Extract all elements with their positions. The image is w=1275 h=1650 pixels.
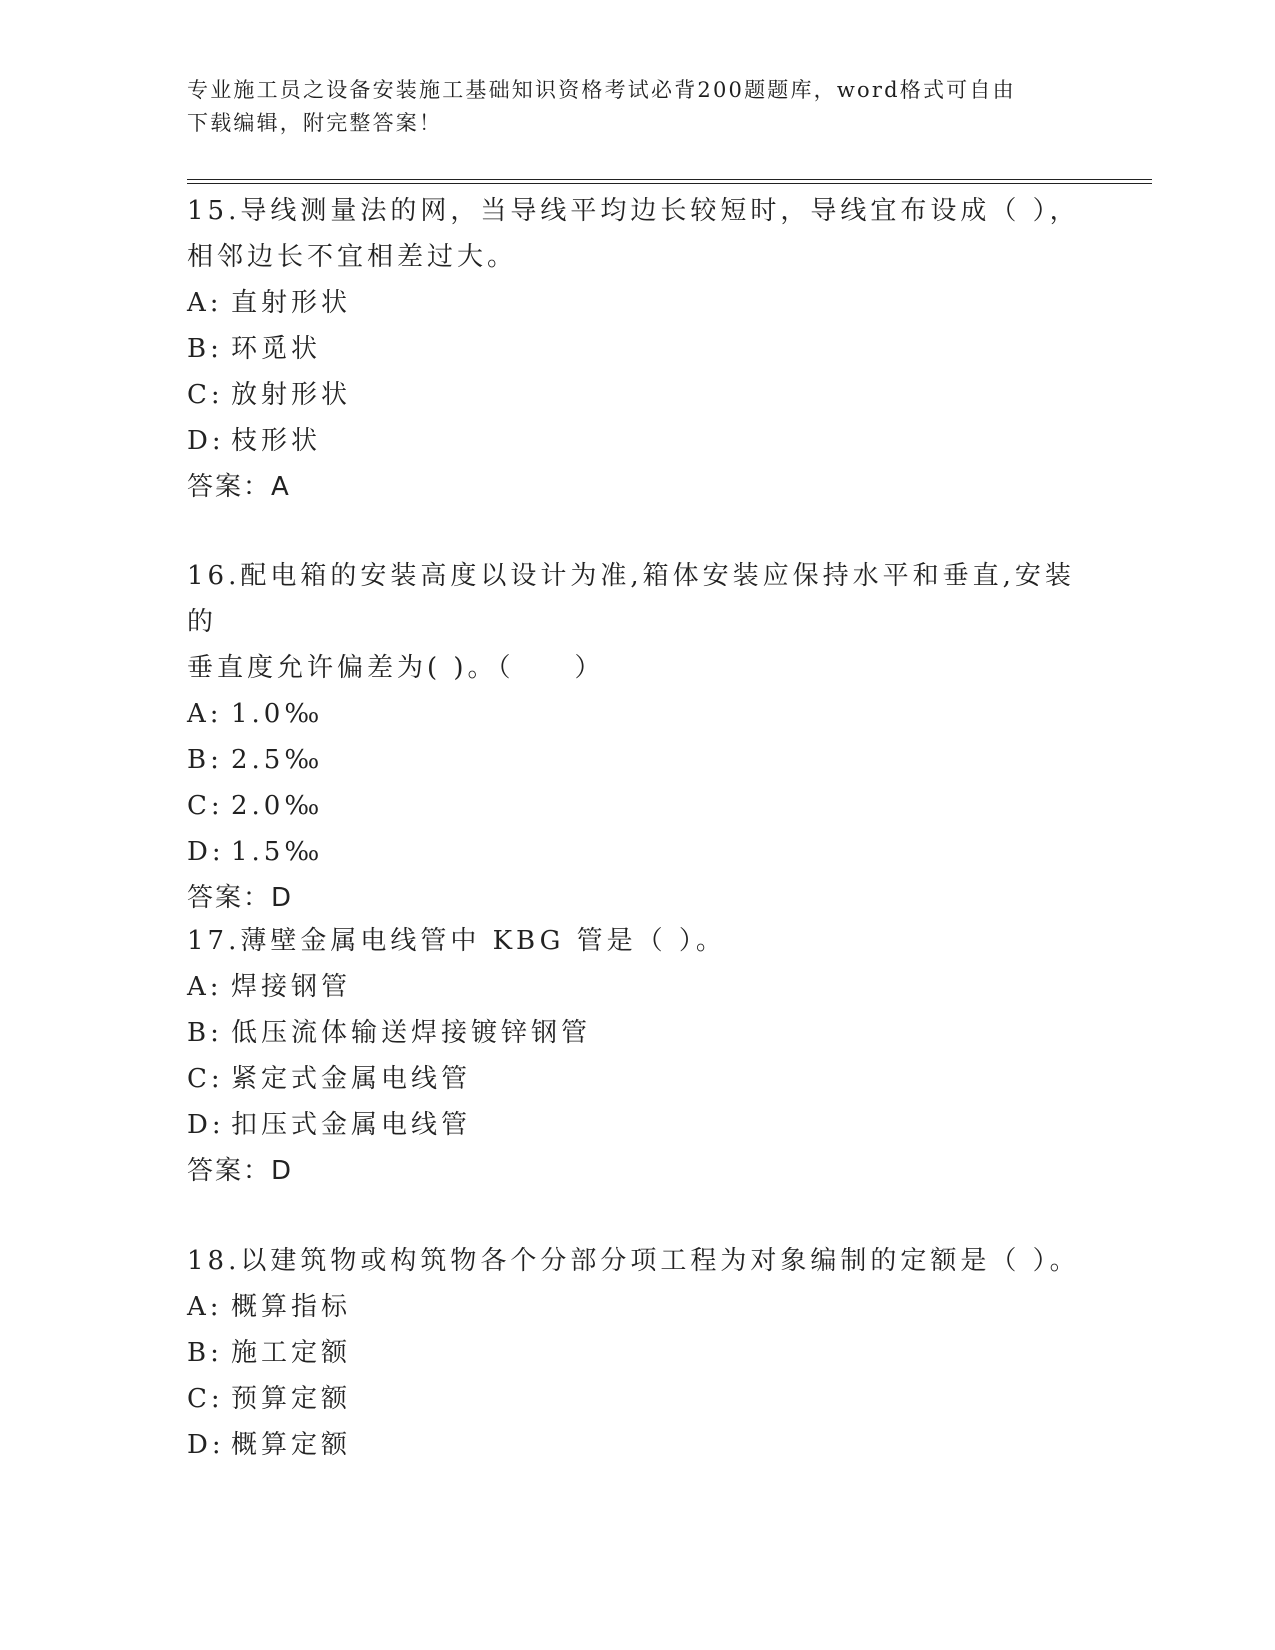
option-c	[187, 1376, 1087, 1422]
option-a	[187, 1284, 1087, 1330]
question-16	[187, 553, 1087, 921]
answer: 答案：D	[187, 1156, 294, 1186]
option-text: 施工定额	[231, 1338, 352, 1368]
option-c	[187, 783, 1087, 829]
header-divider-bottom	[187, 183, 1152, 184]
question-stem: 15.导线测量法的网，当导线平均边长较短时，导线宜布设成（ ），	[187, 196, 1080, 226]
option-key: D:	[187, 426, 225, 456]
question-15	[187, 188, 1087, 510]
option-key: B:	[187, 745, 223, 775]
question-stem-continued: 垂直度允许偏差为( )。（ ）	[187, 653, 605, 683]
option-key: D:	[187, 1430, 225, 1460]
option-c	[187, 372, 1087, 418]
header-title-line-2: 下载编辑，附完整答案！	[187, 111, 443, 135]
header-divider-top	[187, 179, 1152, 180]
option-d	[187, 418, 1087, 464]
option-key: C:	[187, 1384, 224, 1414]
option-key: A:	[187, 1292, 223, 1322]
option-b	[187, 1330, 1087, 1376]
option-text: 环觅状	[231, 334, 322, 364]
option-c	[187, 1056, 1087, 1102]
option-text: 1.0‰	[231, 699, 324, 729]
option-text: 紧定式金属电线管	[231, 1064, 472, 1094]
option-d	[187, 829, 1087, 875]
question-stem: 16.配电箱的安装高度以设计为准,箱体安装应保持水平和垂直,安装的	[187, 561, 1075, 637]
option-key: B:	[187, 334, 223, 364]
option-b	[187, 1010, 1087, 1056]
header-title-line-1: 专业施工员之设备安装施工基础知识资格考试必背200题题库，word格式可自由	[187, 78, 1016, 102]
option-text: 直射形状	[231, 288, 352, 318]
option-key: A:	[187, 699, 223, 729]
option-key: A:	[187, 972, 223, 1002]
option-text: 概算定额	[231, 1430, 352, 1460]
option-key: C:	[187, 1064, 224, 1094]
answer: 答案：D	[187, 883, 294, 913]
question-17	[187, 918, 1087, 1194]
answer: 答案：A	[187, 472, 291, 502]
option-a	[187, 964, 1087, 1010]
option-key: D:	[187, 1110, 225, 1140]
option-key: A:	[187, 288, 223, 318]
option-text: 概算指标	[231, 1292, 352, 1322]
option-b	[187, 737, 1087, 783]
document-header	[187, 74, 1067, 140]
option-d	[187, 1422, 1087, 1468]
question-18	[187, 1238, 1087, 1468]
option-b	[187, 326, 1087, 372]
option-key: B:	[187, 1338, 223, 1368]
question-stem: 18.以建筑物或构筑物各个分部分项工程为对象编制的定额是（ ）。	[187, 1246, 1080, 1276]
option-text: 焊接钢管	[231, 972, 352, 1002]
option-text: 低压流体输送焊接镀锌钢管	[231, 1018, 592, 1048]
option-text: 扣压式金属电线管	[231, 1110, 472, 1140]
option-text: 放射形状	[231, 380, 352, 410]
question-stem: 17.薄壁金属电线管中 KBG 管是（ ）。	[187, 926, 726, 956]
option-key: C:	[187, 791, 224, 821]
option-text: 预算定额	[231, 1384, 352, 1414]
question-stem-continued: 相邻边长不宜相差过大。	[187, 242, 518, 272]
option-text: 枝形状	[231, 426, 322, 456]
option-d	[187, 1102, 1087, 1148]
option-key: D:	[187, 837, 225, 867]
option-text: 1.5‰	[231, 837, 324, 867]
option-a	[187, 280, 1087, 326]
option-text: 2.5‰	[231, 745, 324, 775]
option-a	[187, 691, 1087, 737]
option-key: C:	[187, 380, 224, 410]
option-text: 2.0‰	[231, 791, 324, 821]
option-key: B:	[187, 1018, 223, 1048]
